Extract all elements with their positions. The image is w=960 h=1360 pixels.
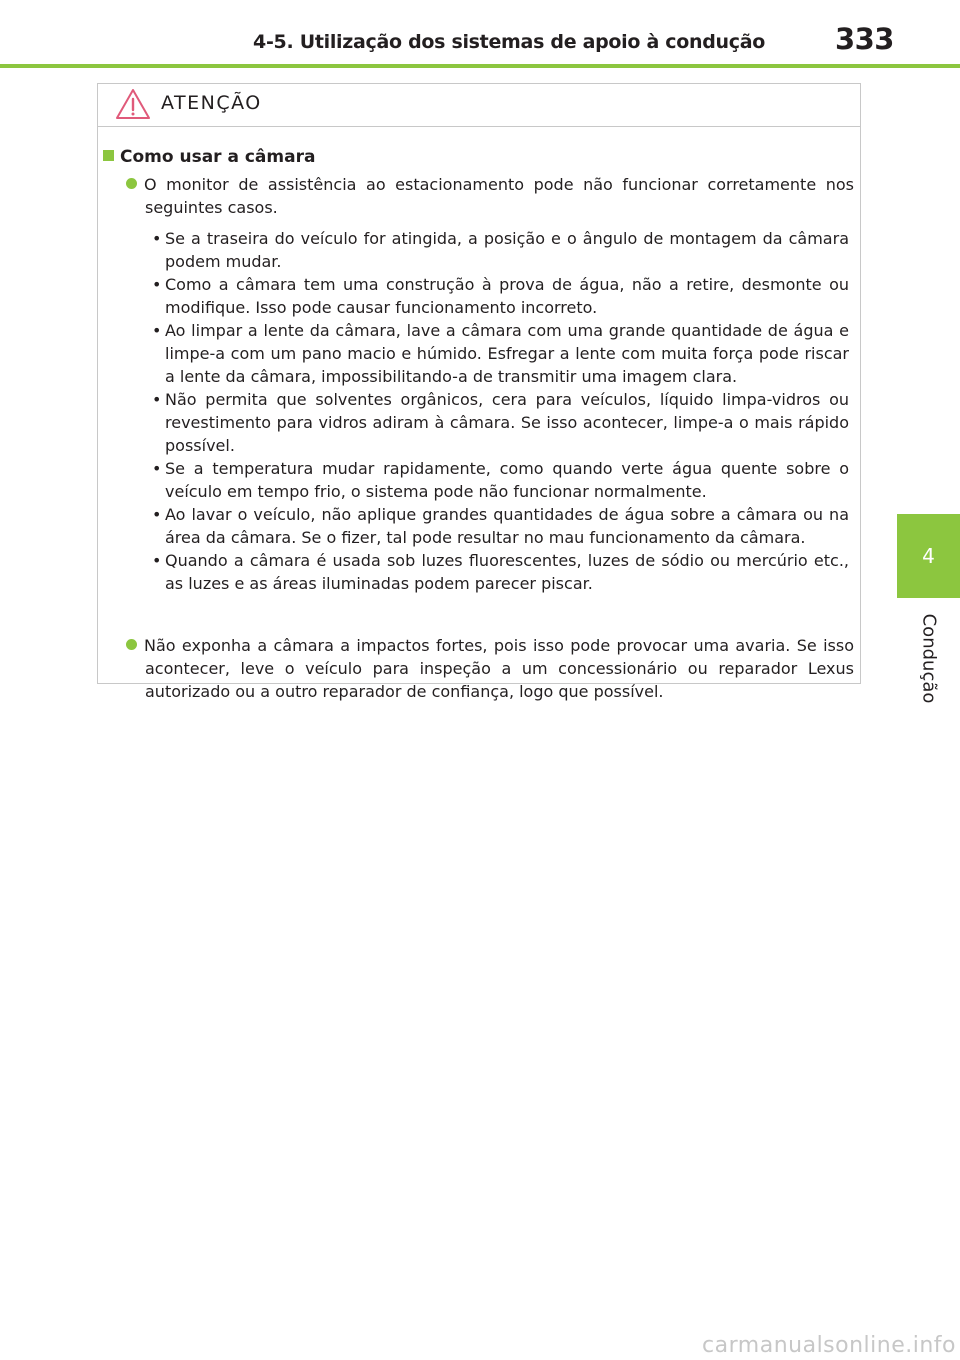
sub-bullet-icon: • bbox=[152, 551, 162, 570]
sub-bullet-icon: • bbox=[152, 390, 162, 409]
sub-bullet-icon: • bbox=[152, 505, 162, 524]
warning-box bbox=[97, 83, 861, 701]
list-item bbox=[152, 273, 849, 319]
paragraph-intro bbox=[126, 173, 854, 219]
watermark: carmanualsonline.info bbox=[702, 1333, 956, 1358]
list-item-text: Ao lavar o veículo, não aplique grandes quantidades de água sobre a câmara ou na área da câmara. Se o fizer, tal pode resultar no mau funcionamento da câmara. bbox=[165, 505, 849, 547]
list-item bbox=[152, 503, 849, 549]
paragraph-intro-text: O monitor de assistência ao estacionamento pode não funcionar corretamente nos seguintes casos. bbox=[144, 175, 854, 217]
warning-title: ATENÇÃO bbox=[161, 92, 262, 114]
section-heading bbox=[103, 146, 315, 169]
list-item bbox=[152, 319, 849, 388]
header-rule bbox=[0, 64, 960, 68]
warning-header bbox=[98, 84, 860, 127]
list-item bbox=[152, 227, 849, 273]
list-item-text: Não permita que solventes orgânicos, cera para veículos, líquido limpa-vidros ou revestimento para vidros adiram à câmara. Se isso acontecer, limpe-a o mais rápido possível. bbox=[165, 390, 849, 455]
paragraph-impact-text: Não exponha a câmara a impactos fortes, pois isso pode provocar uma avaria. Se isso acontecer, leve o veículo para inspeção a um concessionário ou reparador Lexus autorizado ou a outro reparador de confiança, logo que possível. bbox=[144, 636, 854, 701]
list-item bbox=[152, 457, 849, 503]
list-item-text: Como a câmara tem uma construção à prova de água, não a retire, desmonte ou modifique. Isso pode causar funcionamento incorreto. bbox=[165, 275, 849, 317]
warning-triangle-icon bbox=[115, 88, 151, 120]
sub-bullet-icon: • bbox=[152, 321, 162, 340]
sub-bullet-list bbox=[152, 227, 849, 595]
square-bullet-icon bbox=[103, 150, 114, 161]
list-item bbox=[152, 388, 849, 457]
chapter-tab[interactable] bbox=[897, 514, 960, 598]
chapter-tab-number: 4 bbox=[922, 544, 935, 568]
sub-bullet-icon: • bbox=[152, 275, 162, 294]
list-item-text: Quando a câmara é usada sob luzes fluorescentes, luzes de sódio ou mercúrio etc., as luzes e as áreas iluminadas podem parecer piscar. bbox=[165, 551, 849, 593]
dot-bullet-icon bbox=[126, 178, 137, 189]
list-item-text: Se a traseira do veículo for atingida, a posição e o ângulo de montagem da câmara podem mudar. bbox=[165, 229, 849, 271]
chapter-title: 4-5. Utilização dos sistemas de apoio à condução bbox=[253, 31, 765, 53]
list-item bbox=[152, 549, 849, 595]
page-number: 333 bbox=[834, 22, 894, 56]
list-item-text: Se a temperatura mudar rapidamente, como quando verte água quente sobre o veículo em tempo frio, o sistema pode não funcionar normalmente. bbox=[165, 459, 849, 501]
sub-bullet-icon: • bbox=[152, 459, 162, 478]
paragraph-impact bbox=[126, 634, 854, 703]
section-heading-text: Como usar a câmara bbox=[120, 147, 316, 167]
chapter-tab-label-text: Condução bbox=[918, 613, 940, 703]
dot-bullet-icon bbox=[126, 639, 137, 650]
list-item-text: Ao limpar a lente da câmara, lave a câmara com uma grande quantidade de água e limpe-a com um pano macio e húmido. Esfregar a lente com muita força pode riscar a lente da câmara, impossibilitando-a de transmitir uma imagem clara. bbox=[165, 321, 849, 386]
sub-bullet-icon: • bbox=[152, 229, 162, 248]
chapter-tab-label bbox=[918, 610, 940, 706]
